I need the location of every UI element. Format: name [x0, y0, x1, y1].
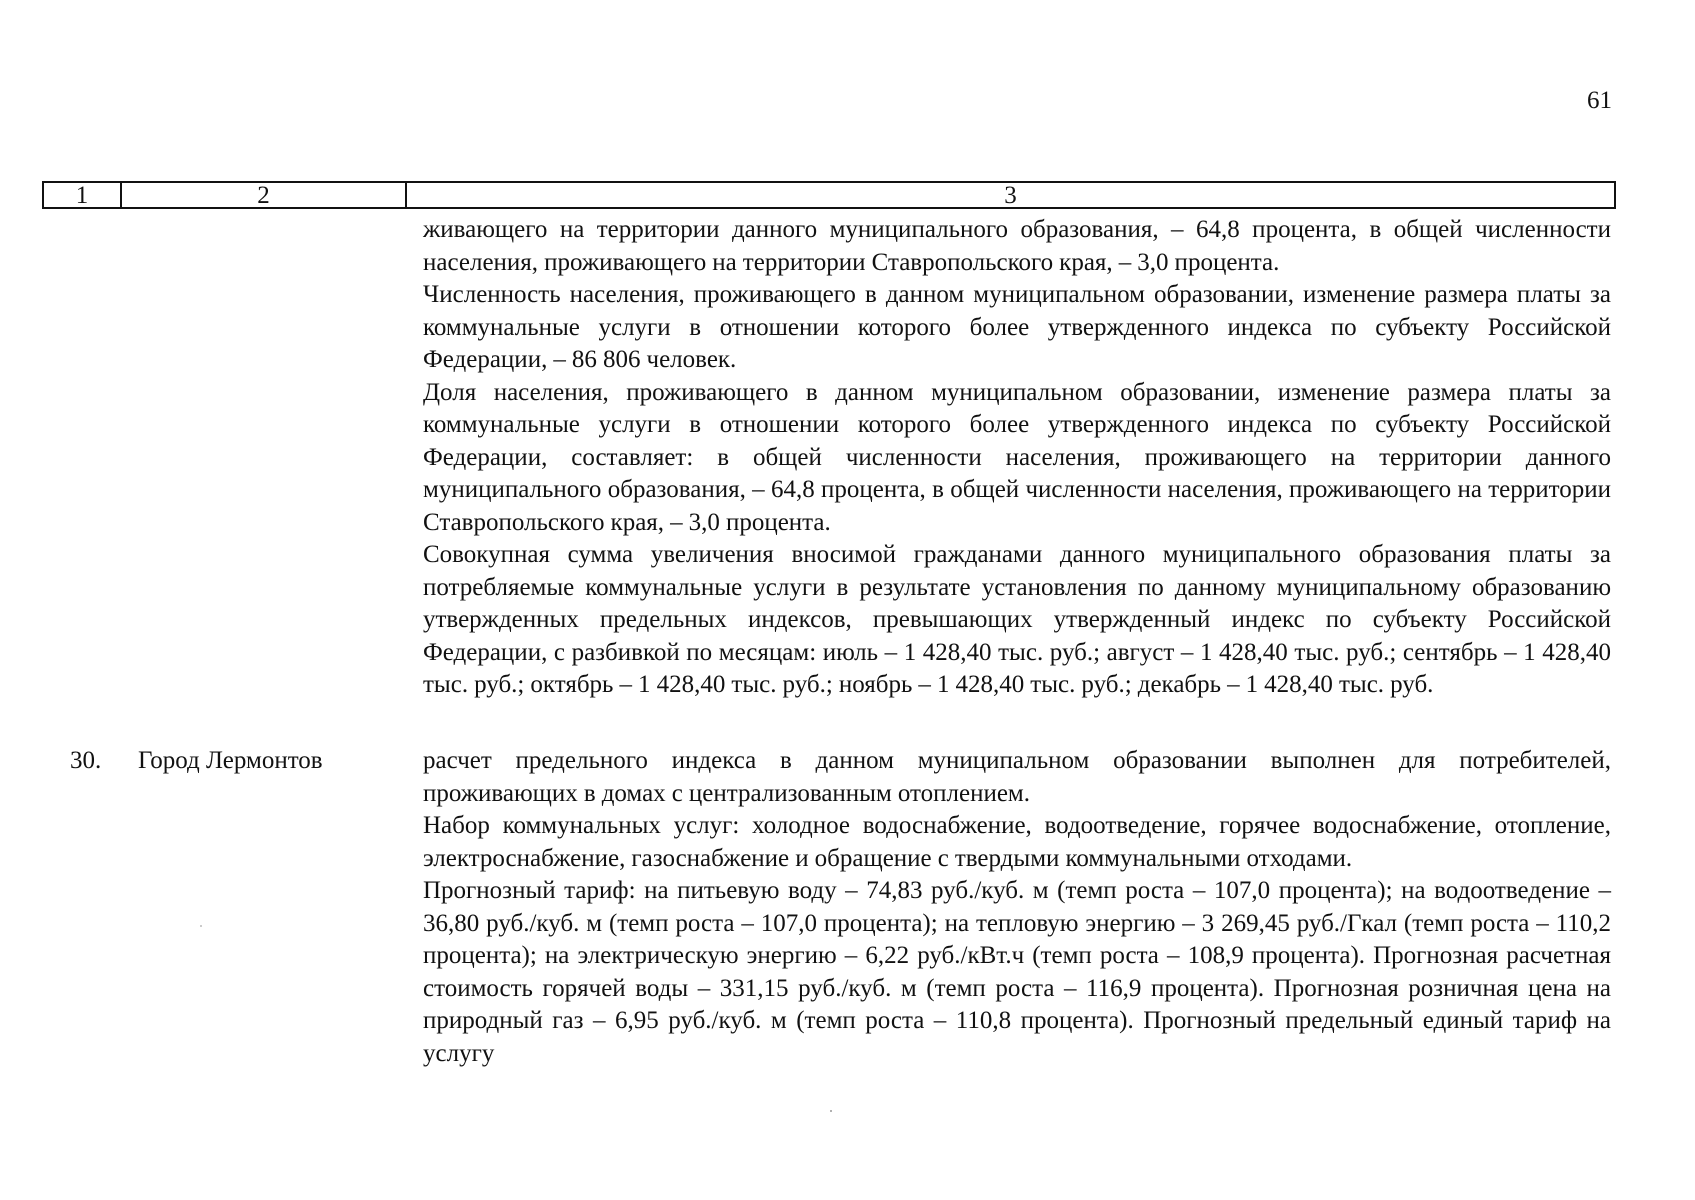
column-header-2: 2: [120, 183, 405, 207]
paragraph: Совокупная сумма увеличения вносимой гражданами данного муниципального образования платы за потребляемые коммунальные услуги в результате установления по данному муниципальному образованию утвержденных предельных индексов, превышающих утвержденный индекс по субъекту Российской Федерации, с разбивкой по месяцам: июль – 1 428,40 тыс. руб.; август – 1 428,40 тыс. руб.; сентябрь – 1 428,40 тыс. руб.; октябрь – 1 428,40 тыс. руб.; ноябрь – 1 428,40 тыс. руб.; декабрь – 1 428,40 тыс. руб.: [423, 541, 1611, 698]
paragraph: Прогнозный тариф: на питьевую воду – 74,83 руб./куб. м (темп роста – 107,0 процента); на водоотведение – 36,80 руб./куб. м (темп роста – 107,0 процента); на тепловую энергию – 3 269,45 руб./Гкал (темп роста – 110,2 процента); на электрическую энергию – 6,22 руб./кВт.ч (темп роста – 108,9 процента). Прогнозная расчетная стоимость горячей воды – 331,15 руб./куб. м (темп роста – 116,9 процента). Прогнозная розничная цена на природный газ – 6,95 руб./куб. м (темп роста – 110,8 процента). Прогнозный предельный единый тариф на услугу: [423, 877, 1611, 1067]
entry-number: 30.: [70, 747, 102, 774]
scan-artifact: [830, 1110, 832, 1112]
paragraph: Доля населения, проживающего в данном муниципальном образовании, изменение размера платы за коммунальные услуги в отношении которого более утвержденного индекса по субъекту Российской Федерации, составляет: в общей численности населения, проживающего на территории данного муниципального образования, – 64,8 процента, в общей численности населения, проживающего на территории Ставропольского края, – 3,0 процента.: [423, 378, 1611, 536]
paragraph: Набор коммунальных услуг: холодное водоснабжение, водоотведение, горячее водоснабжение, отопление, электроснабжение, газоснабжение и обращение с твердыми коммунальными отходами.: [423, 812, 1611, 872]
scan-artifact: [200, 925, 202, 927]
paragraph: Численность населения, проживающего в данном муниципальном образовании, изменение размера платы за коммунальные услуги в отношении которого более утвержденного индекса по субъекту Российской Федерации, – 86 806 человек.: [423, 281, 1611, 373]
table-header-row: [42, 181, 1616, 209]
entry-description: [423, 745, 1611, 1070]
column-header-1: 1: [75, 182, 89, 209]
entry-municipality-name: Город Лермонтов: [138, 747, 323, 774]
paragraph: расчет предельного индекса в данном муниципальном образовании выполнен для потребителей, проживающих в домах с централизованным отоплением.: [423, 747, 1611, 807]
continuation-text: [423, 214, 1611, 702]
paragraph: живающего на территории данного муниципального образования, – 64,8 процента, в общей численности населения, проживающего на территории Ставропольского края, – 3,0 процента.: [423, 216, 1611, 276]
page-number: 61: [1587, 87, 1612, 114]
column-header-3: 3: [405, 183, 1614, 207]
